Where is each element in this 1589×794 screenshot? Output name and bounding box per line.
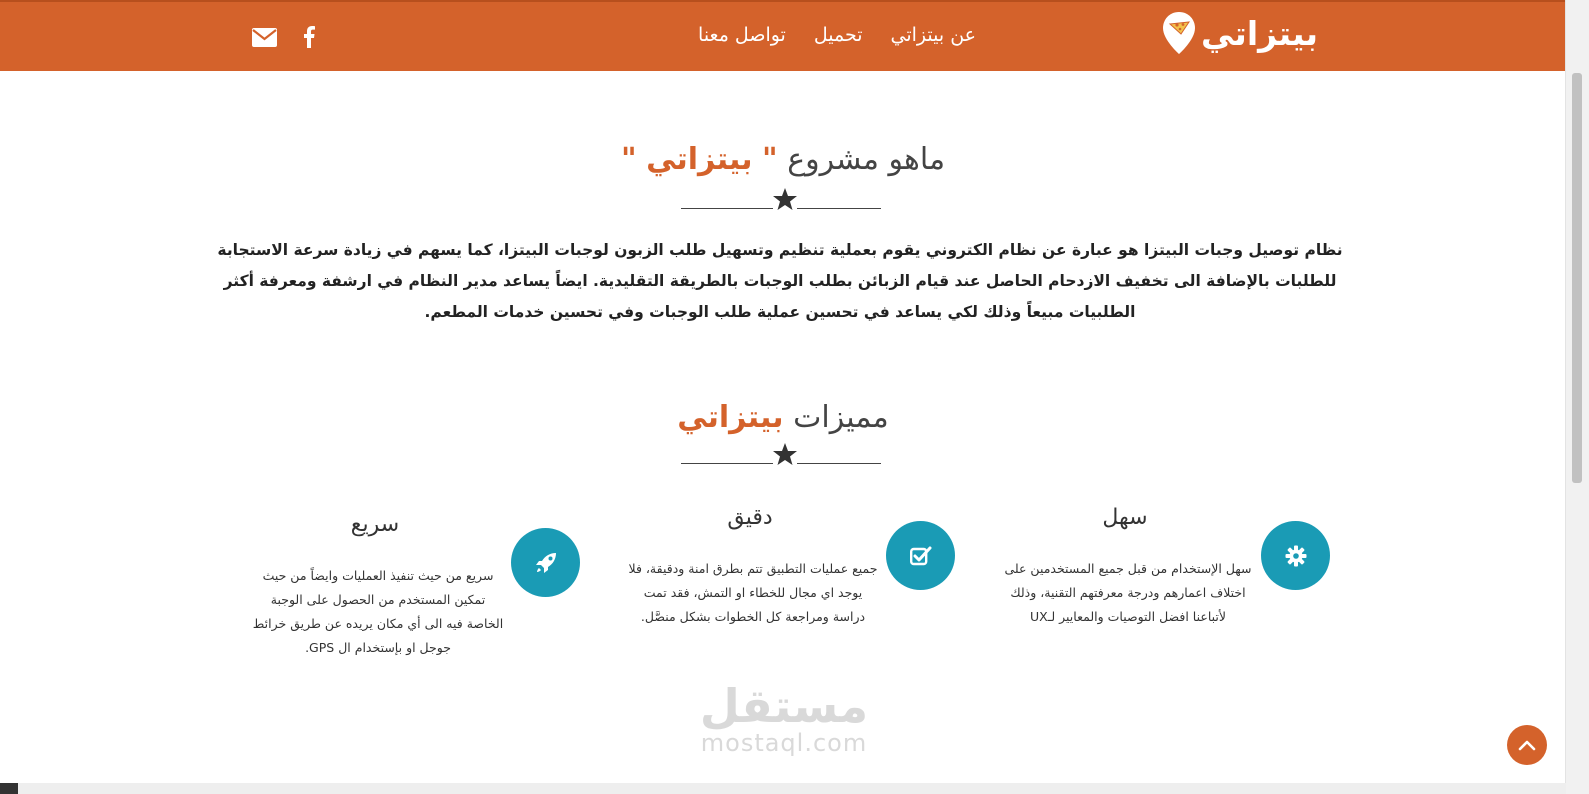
watermark-latin: mostaql.com bbox=[700, 729, 868, 757]
check-square-icon bbox=[910, 546, 932, 566]
chevron-up-icon bbox=[1518, 739, 1536, 751]
vertical-scrollbar[interactable] bbox=[1565, 0, 1589, 794]
about-title-quote-close: " bbox=[620, 142, 637, 177]
brand-logo-link[interactable] bbox=[1161, 10, 1318, 56]
social-links bbox=[252, 26, 315, 52]
feature-fast-title: سريع bbox=[350, 512, 400, 537]
feature-accurate-badge bbox=[886, 521, 955, 590]
nav-download[interactable]: تحميل bbox=[813, 24, 863, 46]
gear-icon bbox=[1285, 545, 1307, 567]
pizza-pin-logo-icon bbox=[1161, 10, 1197, 56]
feature-easy-desc: سهل الإستخدام من قبل جميع المستخدمين على اختلاف اعمارهم ودرجة معرفتهم التقنية، وذلك لأتباعنا افضل التوصيات والمعايير لـUX bbox=[1004, 561, 1252, 624]
star-icon bbox=[773, 443, 797, 465]
facebook-icon[interactable] bbox=[303, 26, 315, 52]
features-title bbox=[0, 400, 1566, 435]
about-divider bbox=[681, 188, 881, 212]
main-nav bbox=[698, 24, 976, 46]
brand-name: بيتزاتي bbox=[1201, 13, 1318, 53]
nav-about[interactable]: عن بيتزاتي bbox=[890, 24, 976, 46]
star-icon bbox=[773, 188, 797, 210]
about-paragraph: نظام توصيل وجبات البيتزا هو عبارة عن نظام الكتروني يقوم بعملية تنظيم وتسهيل طلب الزبون لوجبات البيتزا، كما يسهم في زيادة سرعة الاستجابة للطلبات بالإضافة الى تخفيف الازدحام الحاصل عند قيام الزبائن بطلب الوجبات بالطريقة التقليدية. ايضاً يساعد مدير النظام في ارشفة ومعرفة أكثر الطلبيات مبيعاً وذلك لكي يساعد في تحسين عملية طلب الوجبات وفي تحسين خدمات المطعم. bbox=[217, 241, 1343, 321]
about-title-brand: بيتزاتي bbox=[646, 142, 753, 177]
scrollbar-thumb[interactable] bbox=[1572, 73, 1582, 483]
features-divider bbox=[681, 443, 881, 467]
feature-accurate bbox=[625, 505, 955, 665]
feature-easy-badge bbox=[1261, 521, 1330, 590]
rocket-icon bbox=[534, 551, 558, 575]
about-title-prefix: ماهو مشروع bbox=[787, 142, 946, 177]
feature-fast-desc: سريع من حيث تنفيذ العمليات وايضاً من حيث تمكين المستخدم من الحصول على الوجبة الخاصة فيه الى أي مكان يريده عن طريق خرائط جوجل او بإستخدام ال GPS. bbox=[252, 568, 504, 655]
watermark-arabic: مستقل bbox=[699, 679, 869, 733]
feature-fast bbox=[250, 512, 580, 672]
about-title bbox=[0, 142, 1566, 177]
feature-accurate-title: دقيق bbox=[727, 505, 773, 530]
mostaql-watermark bbox=[688, 679, 880, 757]
top-navbar bbox=[0, 0, 1566, 71]
feature-easy-title: سهل bbox=[1102, 505, 1148, 530]
about-title-quote-open: " bbox=[762, 142, 778, 177]
feature-easy bbox=[1000, 505, 1330, 665]
feature-accurate-desc: جميع عمليات التطبيق تتم بطرق امنة ودقيقة، فلا يوجد اي مجال للخطاء او التمش، فقد تمت دراسة ومراجعة كل الخطوات بشكل منصَّل. bbox=[628, 561, 878, 624]
feature-fast-badge bbox=[511, 528, 580, 597]
features-title-prefix: مميزات bbox=[793, 400, 889, 435]
back-to-top-button[interactable] bbox=[1507, 725, 1547, 765]
envelope-icon[interactable] bbox=[252, 28, 277, 51]
horizontal-scrollbar[interactable] bbox=[0, 783, 1566, 794]
nav-contact[interactable]: تواصل معنا bbox=[698, 24, 786, 46]
features-title-brand: بيتزاتي bbox=[677, 400, 784, 435]
